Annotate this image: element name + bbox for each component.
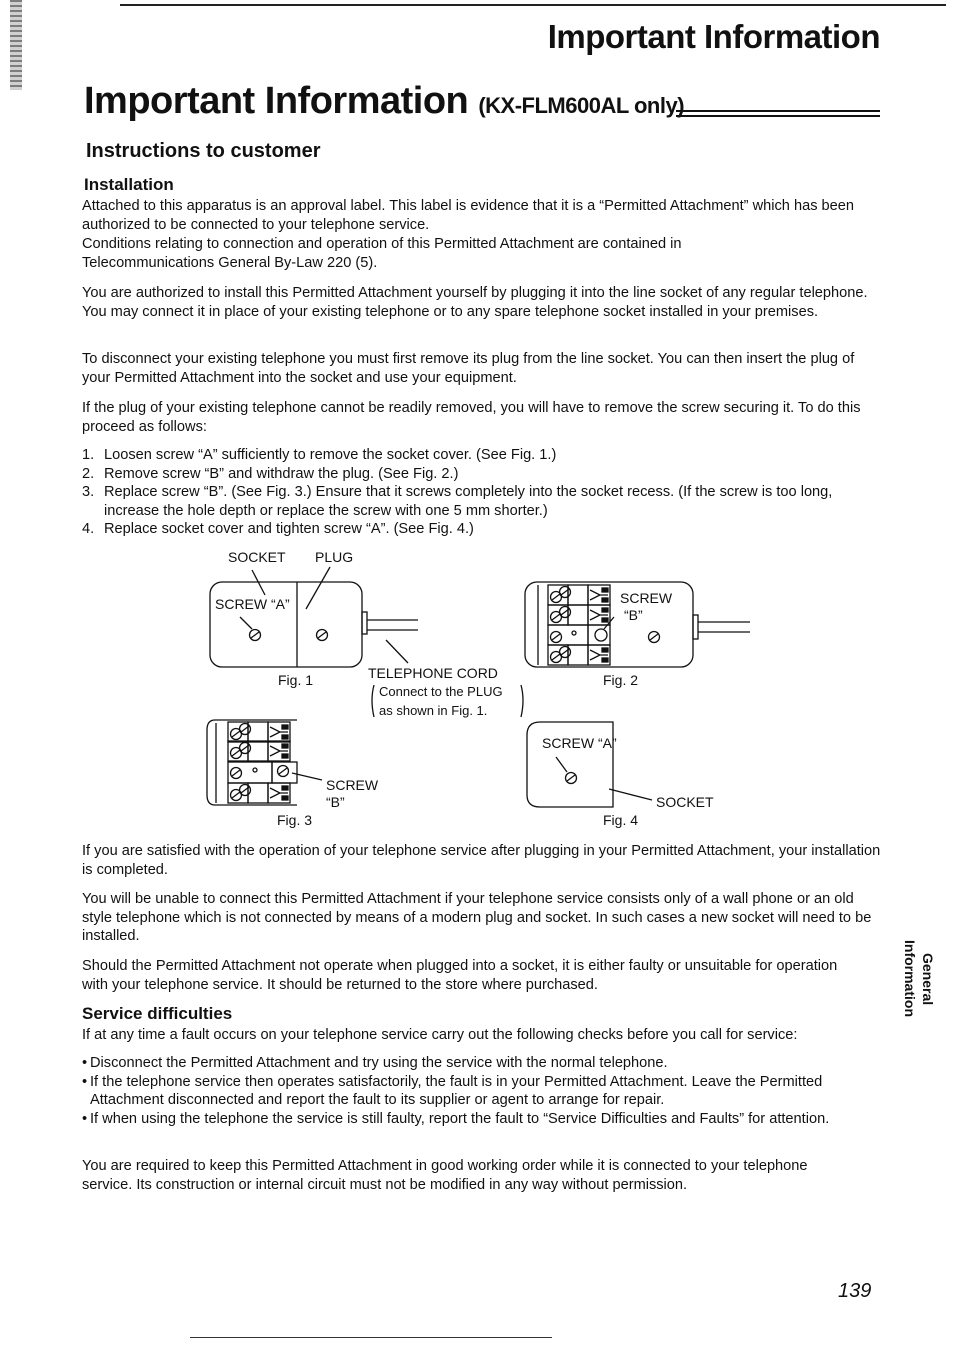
list-item — [82, 465, 882, 484]
screw-icon — [317, 630, 328, 641]
side-tab-line1: General — [920, 953, 936, 1006]
paragraph: If at any time a fault occurs on your telephone service carry out the following checks before you call for service: — [82, 1027, 798, 1043]
label-screw-b: “B” — [326, 794, 345, 810]
binding-mark — [10, 0, 22, 90]
installation-heading: Installation — [84, 175, 174, 194]
list-item: • If the telephone service then operates satisfactorily, the fault is in your Permitted Attachment. Leave the Permitted Attachment disconnected and report the fault to its supplier or agent to arrange for repair. — [82, 1073, 852, 1110]
figure-2 — [525, 582, 750, 688]
paragraph: To disconnect your existing telephone you must first remove its plug from the line socket. You can then insert the plug of your Permitted Attachment into the socket and use your equipment. — [82, 351, 855, 386]
list-item — [82, 520, 882, 539]
header-title: Important Information — [547, 18, 880, 55]
step-text: Remove screw “B” and withdraw the plug. (See Fig. 2.) — [104, 465, 459, 482]
footer-rule — [190, 1337, 552, 1338]
figure-1 — [210, 549, 523, 718]
label-socket: SOCKET — [228, 549, 286, 565]
paragraph: If the plug of your existing telephone cannot be readily removed, you will have to remove the screw securing it. To do this proceed as follows: — [82, 400, 861, 435]
figure-3 — [207, 720, 379, 828]
page-title — [84, 80, 684, 123]
label-socket: SOCKET — [656, 794, 714, 810]
title-double-rule — [676, 110, 880, 117]
step-text: Loosen screw “A” sufficiently to remove the socket cover. (See Fig. 1.) — [104, 447, 557, 463]
label-plug: PLUG — [315, 549, 354, 565]
label-screw-b: “B” — [624, 607, 643, 623]
paragraph: Attached to this apparatus is an approval label. This label is evidence that it is a “Permitted Attachment” which has been authorized to be connected to your telephone service. — [82, 198, 855, 233]
service-difficulties-heading: Service difficulties — [82, 1004, 233, 1023]
paragraph: Should the Permitted Attachment not operate when plugged into a socket, it is either faulty or unsuitable for operation with your telephone service. It should be returned to the store where purchased. — [82, 958, 838, 993]
page-number: 139 — [838, 1280, 872, 1302]
side-tab-line2: Information — [902, 940, 918, 1017]
list-item: • Disconnect the Permitted Attachment and try using the service with the normal telephone. — [82, 1054, 852, 1073]
paragraph: You will be unable to connect this Permitted Attachment if your telephone service consists only of a wall phone or an old style telephone which is not connected by means of a modern plug and socket. In such cases a new socket will need to be installed. — [82, 891, 872, 944]
step-number: 1. — [82, 447, 95, 463]
paragraph: You are required to keep this Permitted Attachment in good working order while it is connected to your telephone service. Its construction or internal circuit must not be modified in any way without permission. — [82, 1158, 808, 1193]
step-text: Replace socket cover and tighten screw “A”. (See Fig. 4.) — [104, 521, 474, 537]
paragraph: Conditions relating to connection and operation of this Permitted Attachment are contained in Telecommunications General By-Law 220 (5). — [82, 236, 682, 271]
step-number: 3. — [82, 484, 95, 500]
list-item — [82, 483, 882, 520]
screw-a-icon — [566, 773, 577, 784]
screw-b-icon — [278, 766, 289, 777]
steps-list — [82, 446, 882, 539]
header-rule — [120, 4, 946, 6]
figure-caption: Fig. 4 — [603, 812, 639, 828]
figure-4 — [527, 722, 714, 828]
screw-a-icon — [250, 630, 261, 641]
figure-caption: Fig. 1 — [278, 672, 314, 688]
figure-caption: Fig. 3 — [277, 812, 313, 828]
step-number: 4. — [82, 521, 95, 537]
label-cord-note: Connect to the PLUG — [379, 684, 503, 699]
section-heading: Instructions to customer — [86, 140, 321, 162]
step-text: Replace screw “B”. (See Fig. 3.) Ensure that it screws completely into the socket recess. (If the screw is too long, increase the hole depth or replace the screw with one 5 mm shorter.) — [104, 484, 833, 519]
side-tab — [896, 935, 948, 1025]
list-item — [82, 446, 882, 465]
label-telephone-cord: TELEPHONE CORD — [368, 665, 498, 681]
service-checks-list — [82, 1054, 852, 1128]
page-title-main: Important Information — [84, 80, 469, 122]
paragraph: You are authorized to install this Permitted Attachment yourself by plugging it into the line socket of any regular telephone. You may connect it in place of your existing telephone or to any spare telephone socket installed in your premises. — [82, 285, 868, 320]
label-screw: SCREW — [326, 777, 379, 793]
label-screw-a: SCREW “A” — [215, 596, 290, 612]
list-item: • If when using the telephone the service is still faulty, report the fault to “Service Difficulties and Faults” for attention. — [82, 1110, 852, 1129]
installation-figures — [0, 545, 954, 835]
step-number: 2. — [82, 465, 95, 482]
label-screw-a: SCREW “A” — [542, 735, 617, 751]
label-cord-note: as shown in Fig. 1. — [379, 703, 488, 718]
label-screw: SCREW — [620, 590, 673, 606]
page-title-sub: (KX-FLM600AL only) — [478, 93, 685, 118]
paragraph: If you are satisfied with the operation of your telephone service after plugging in your Permitted Attachment, your installation is completed. — [82, 843, 881, 878]
figure-caption: Fig. 2 — [603, 672, 639, 688]
